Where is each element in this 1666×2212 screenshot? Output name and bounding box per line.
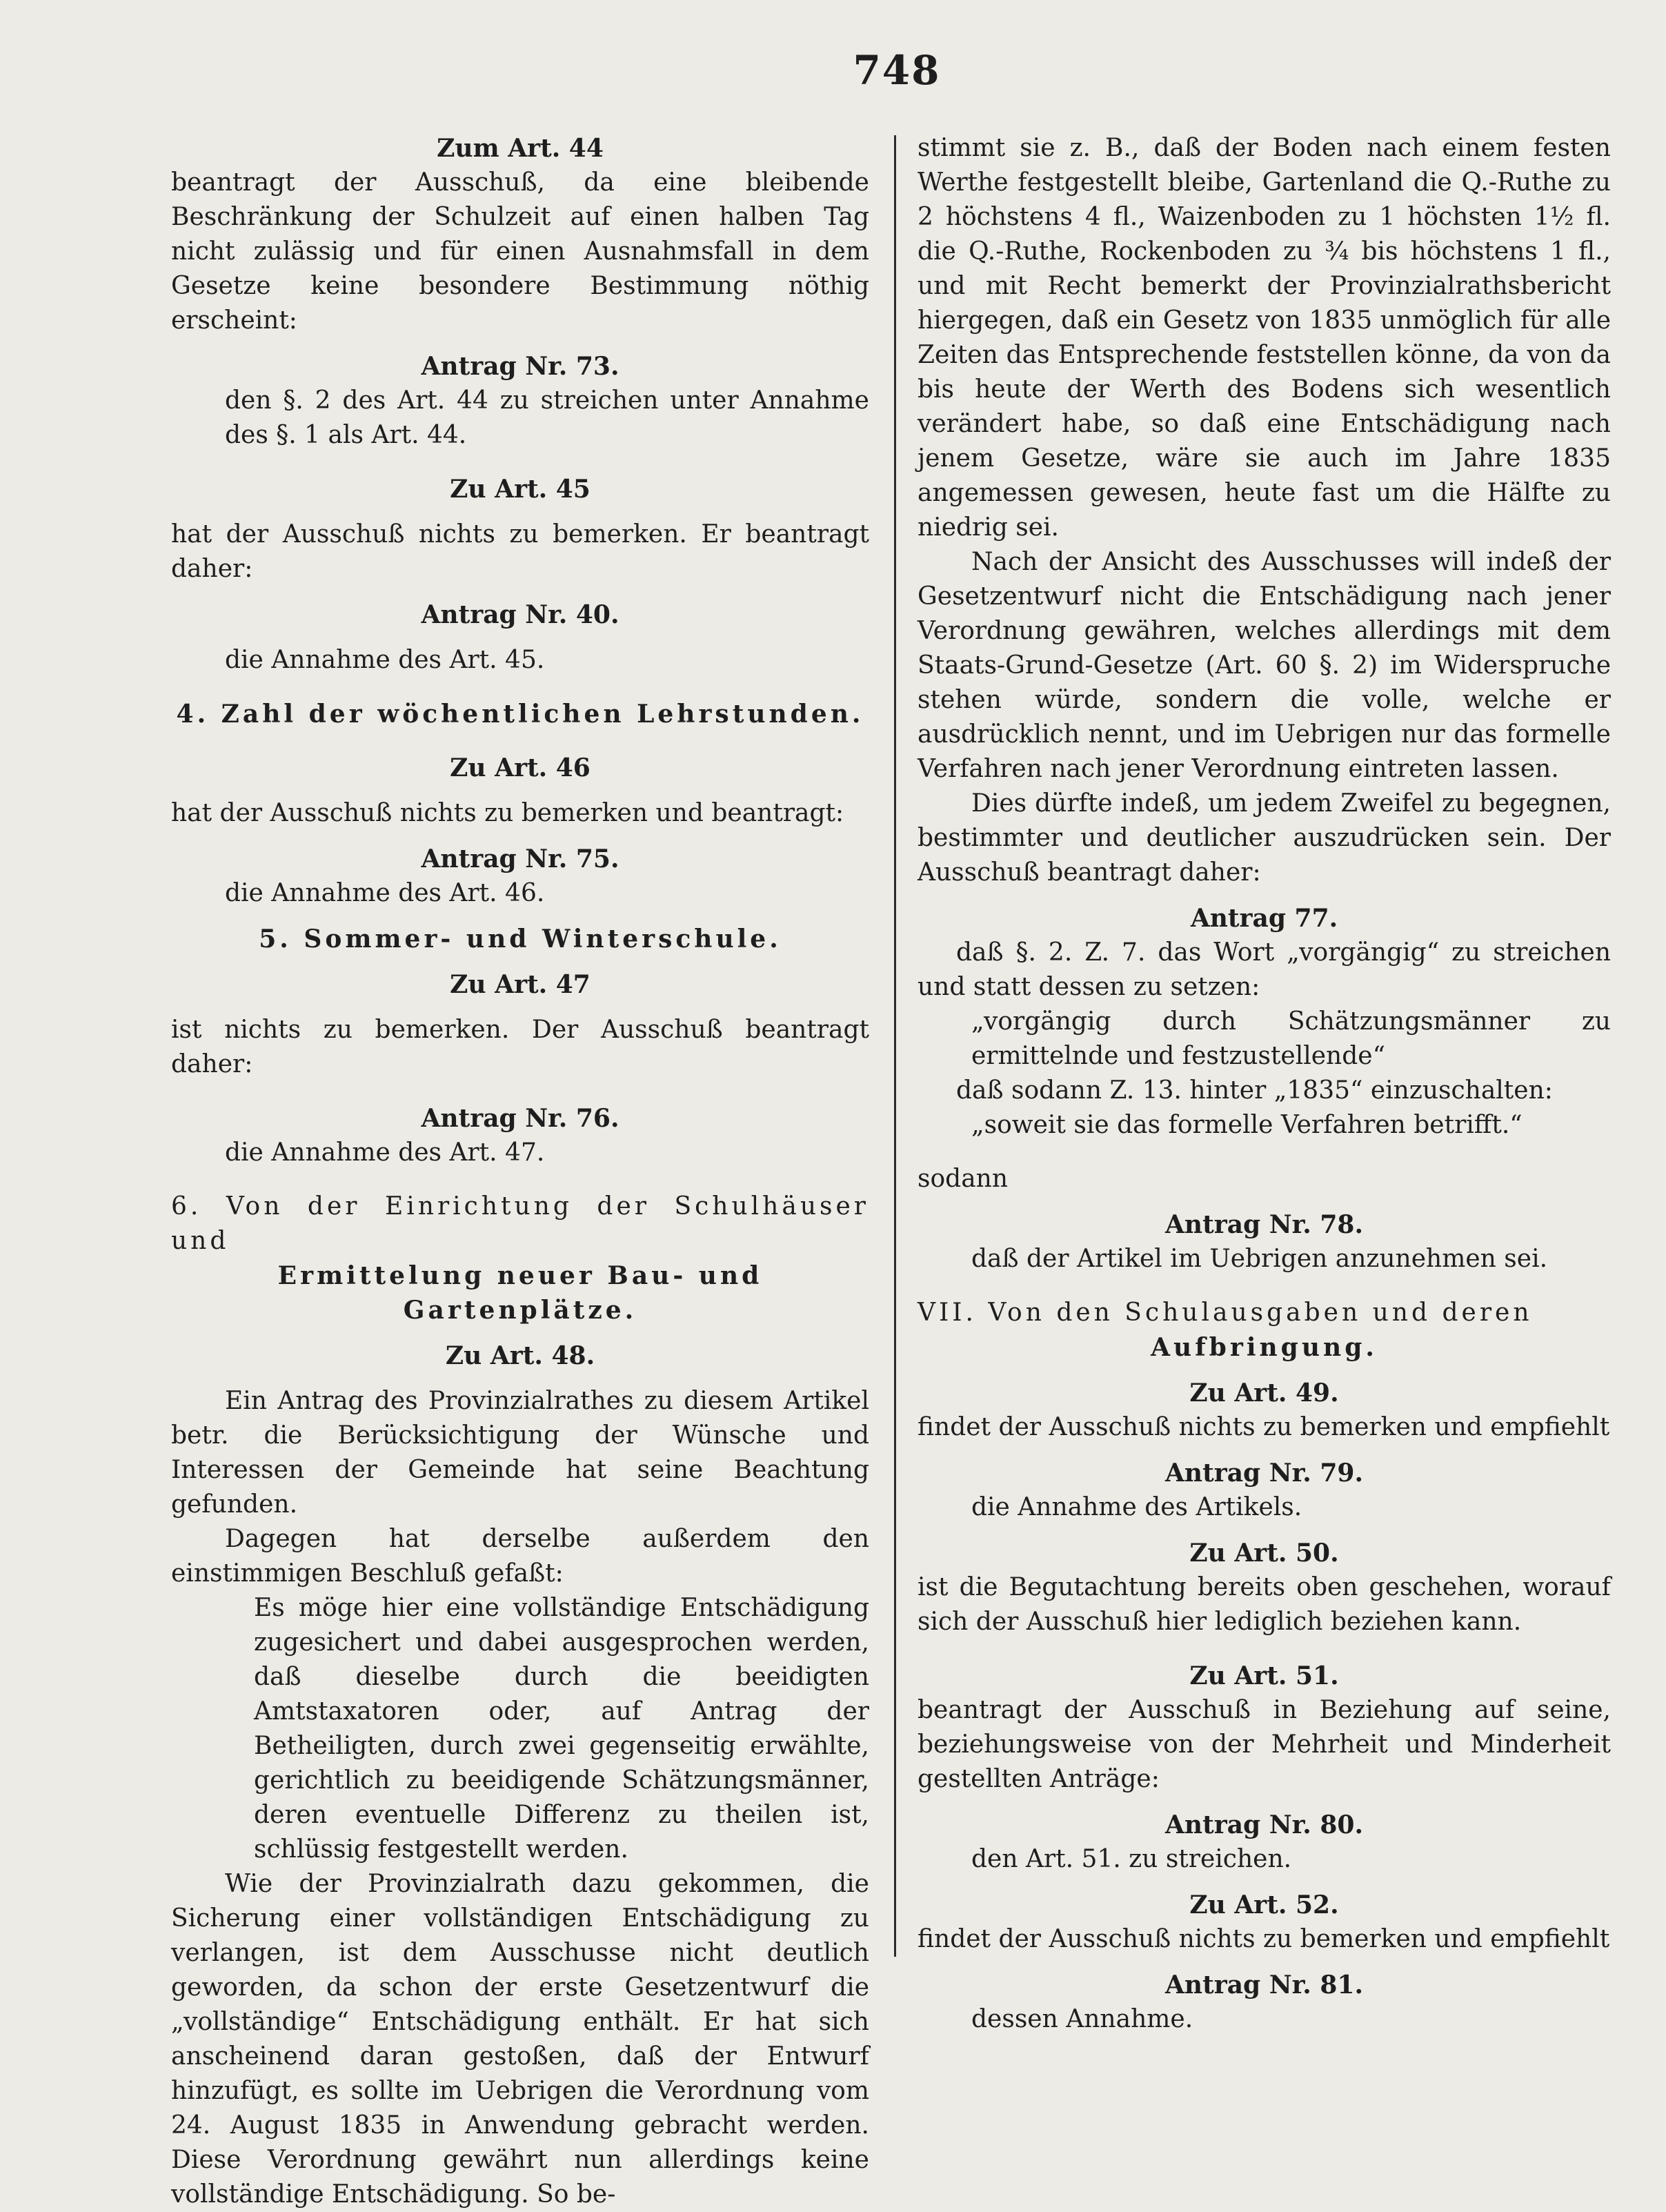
right-paragraph-2: Nach der Ansicht des Ausschusses will indeß der Gesetzentwurf nicht die Entschädigung nach jener Verordnung gewähren, welches allerdings mit dem Staats-Grund-Gesetze (Art. 60 §. 2) im Widerspruche stehen würde, sondern die volle, welche er ausdrücklich nennt, und im Uebrigen nur das formelle Verfahren nach jener Verordnung eintreten lassen. xyxy=(918,548,1611,783)
sodann-text: sodann xyxy=(918,1165,1009,1193)
heading-art-47: Zu Art. 47 xyxy=(450,970,591,999)
paragraph-art-46: hat der Ausschuß nichts zu bemerken und beantragt: xyxy=(171,799,844,827)
antrag-80-text: den Art. 51. zu streichen. xyxy=(971,1845,1292,1873)
antrag-81-label: Antrag Nr. 81. xyxy=(1165,1971,1363,1999)
heading-art-49: Zu Art. 49. xyxy=(1189,1379,1339,1408)
heading-art-51: Zu Art. 51. xyxy=(1189,1661,1339,1690)
paragraph-art-47: ist nichts zu bemerken. Der Ausschuß beantragt daher: xyxy=(171,1016,869,1078)
section-7-heading-line-1: VII. Von den Schulausgaben und deren xyxy=(918,1298,1533,1327)
antrag-79-label: Antrag Nr. 79. xyxy=(1165,1459,1363,1488)
antrag-40-label: Antrag Nr. 40. xyxy=(421,600,619,629)
page-number: 748 xyxy=(853,47,941,94)
section-4-heading: 4. Zahl der wöchentlichen Lehrstunden. xyxy=(176,700,864,729)
paragraph-art-50: ist die Begutachtung bereits oben geschehen, worauf sich der Ausschuß hier lediglich beziehen kann. xyxy=(918,1573,1611,1636)
antrag-77-line-3: daß sodann Z. 13. hinter „1835“ einzuschalten: xyxy=(956,1076,1553,1105)
paragraph-art-48-2: Dagegen hat derselbe außerdem den einstimmigen Beschluß gefaßt: xyxy=(171,1525,869,1588)
antrag-78-label: Antrag Nr. 78. xyxy=(1165,1210,1363,1239)
paragraph-art-51: beantragt der Ausschuß in Beziehung auf seine, beziehungsweise von der Mehrheit und Minderheit gestellten Anträge: xyxy=(918,1696,1611,1793)
antrag-77-line-4: „soweit sie das formelle Verfahren betrifft.“ xyxy=(971,1111,1523,1139)
right-paragraph-3: Dies dürfte indeß, um jedem Zweifel zu begegnen, bestimmter und deutlicher auszudrücken sein. Der Ausschuß beantragt daher: xyxy=(918,789,1611,887)
antrag-77-line-1: daß §. 2. Z. 7. das Wort „vorgängig“ zu streichen und statt dessen zu setzen: xyxy=(918,938,1611,1001)
antrag-75-text: die Annahme des Art. 46. xyxy=(225,879,545,907)
antrag-81-text: dessen Annahme. xyxy=(971,2005,1193,2033)
section-6-heading-line-1: 6. Von der Einrichtung der Schulhäuser und xyxy=(171,1192,869,1255)
paragraph-art-45: hat der Ausschuß nichts zu bemerken. Er beantragt daher: xyxy=(171,520,869,583)
heading-art-52: Zu Art. 52. xyxy=(1189,1890,1339,1919)
section-7-heading-line-2: Aufbringung. xyxy=(1151,1333,1378,1362)
paragraph-art-52: findet der Ausschuß nichts zu bemerken und empfiehlt xyxy=(918,1925,1610,1953)
right-column xyxy=(918,131,1611,2037)
antrag-75-label: Antrag Nr. 75. xyxy=(421,845,619,873)
antrag-77-line-2: „vorgängig durch Schätzungsmänner zu ermittelnde und festzustellende“ xyxy=(971,1007,1611,1070)
antrag-40-text: die Annahme des Art. 45. xyxy=(225,646,545,674)
column-divider xyxy=(894,135,896,1957)
paragraph-art-49: findet der Ausschuß nichts zu bemerken und empfiehlt xyxy=(918,1413,1610,1441)
heading-art-45: Zu Art. 45 xyxy=(450,475,591,504)
heading-art-50: Zu Art. 50. xyxy=(1189,1539,1339,1568)
paragraph-art-48-4: Wie der Provinzialrath dazu gekommen, die Sicherung einer vollständigen Entschädigung zu verlangen, ist dem Ausschusse nicht deutlich geworden, da schon der erste Gesetzentwurf die „vollständige“ Entschädigung enthält. Er hat sich anscheinend daran gestoßen, daß der Entwurf hinzufügt, es sollte im Uebrigen die Verordnung vom 24. August 1835 in Anwendung gebracht werden. Diese Verordnung gewährt nun allerdings keine vollständige Entschädigung. So be- xyxy=(171,1870,869,2209)
paragraph-art-48-quote: Es möge hier eine vollständige Entschädigung zugesichert und dabei ausgesprochen werden, daß dieselbe durch die beeidigten Amtstaxatoren oder, auf Antrag der Betheiligten, durch zwei gegenseitig erwählte, gerichtlich zu beeidigende Schätzungsmänner, deren eventuelle Differenz zu theilen ist, schlüssig festgestellt werden. xyxy=(254,1594,869,1864)
antrag-76-text: die Annahme des Art. 47. xyxy=(225,1138,545,1167)
right-paragraph-1: stimmt sie z. B., daß der Boden nach einem festen Werthe festgestellt bleibe, Gartenland die Q.-Ruthe zu 2 höchstens 4 fl., Waizenboden zu 1 höchsten 1½ fl. die Q.-Ruthe, Rockenboden zu ¾ bis höchstens 1 fl., und mit Recht bemerkt der Provinzialrathsbericht hiergegen, daß ein Gesetz von 1835 unmöglich für alle Zeiten das Entsprechende feststellen könne, da von da bis heute der Werth des Bodens sich wesentlich verändert habe, so daß eine Entschädigung nach jenem Gesetze, wäre sie auch im Jahre 1835 angemessen gewesen, heute fast um die Hälfte zu niedrig sei. xyxy=(918,134,1611,542)
antrag-76-label: Antrag Nr. 76. xyxy=(421,1104,619,1133)
section-5-heading: 5. Sommer- und Winterschule. xyxy=(259,925,782,954)
antrag-77-label: Antrag 77. xyxy=(1190,904,1338,933)
heading-art-44: Zum Art. 44 xyxy=(437,134,604,163)
antrag-73-label: Antrag Nr. 73. xyxy=(421,352,619,381)
left-column xyxy=(171,131,869,2212)
paragraph-art-44: beantragt der Ausschuß, da eine bleibende Beschränkung der Schulzeit auf einen halben Tag nicht zulässig und für einen Ausnahmsfall in dem Gesetze keine besondere Bestimmung nöthig erscheint: xyxy=(171,168,869,335)
antrag-73-text: den §. 2 des Art. 44 zu streichen unter Annahme des §. 1 als Art. 44. xyxy=(225,386,869,449)
heading-art-46: Zu Art. 46 xyxy=(450,753,591,782)
section-6-heading-line-2: Ermittelung neuer Bau- und Gartenplätze. xyxy=(277,1261,763,1325)
heading-art-48: Zu Art. 48. xyxy=(445,1341,595,1370)
antrag-78-text: daß der Artikel im Uebrigen anzunehmen sei. xyxy=(971,1245,1548,1273)
paragraph-art-48-1: Ein Antrag des Provinzialrathes zu diesem Artikel betr. die Berücksichtigung der Wünsche und Interessen der Gemeinde hat seine Beachtung gefunden. xyxy=(171,1387,869,1519)
antrag-79-text: die Annahme des Artikels. xyxy=(971,1493,1302,1521)
antrag-80-label: Antrag Nr. 80. xyxy=(1165,1810,1363,1839)
